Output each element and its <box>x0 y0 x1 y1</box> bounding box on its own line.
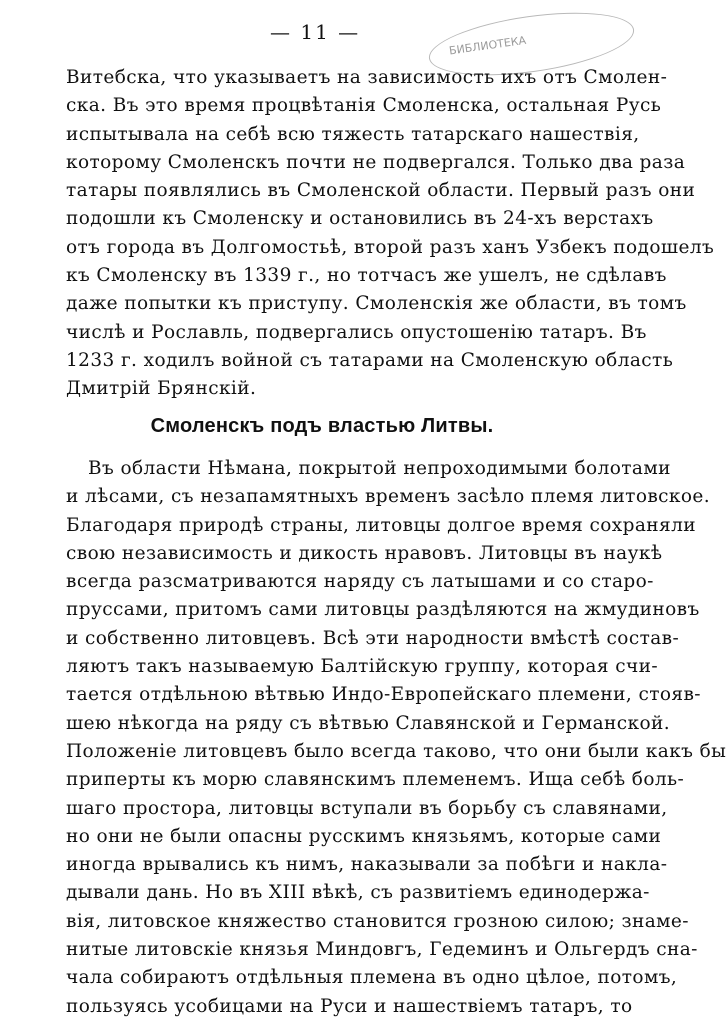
text-line: числѣ и Рославль, подвергались опустошенію татаръ. Въ <box>66 321 647 343</box>
text-line: испытывала на себѣ всю тяжесть татарскаго нашествія, <box>66 123 640 145</box>
text-line: шаго простора, литовцы вступали въ борьбу съ славянами, <box>66 797 668 819</box>
paragraph-lithuania <box>66 455 726 1021</box>
text-line: всегда разсматриваются наряду съ латышами и со старо- <box>66 571 654 593</box>
text-line: и лѣсами, съ незапамятныхъ временъ засѣло племя литовское. <box>66 486 711 508</box>
page-number: — 11 — <box>270 20 361 44</box>
text-line: подошли къ Смоленску и остановились въ 24-хъ верстахъ <box>66 208 654 230</box>
text-line: тается отдѣльною вѣтвью Индо-Европейскаго племени, стояв- <box>66 684 701 706</box>
text-line: но они не были опасны русскимъ князьямъ, которые сами <box>66 825 662 847</box>
paragraph-intro <box>66 64 715 404</box>
text-line: которому Смоленскъ почти не подвергался. Только два раза <box>66 151 686 173</box>
text-line: къ Смоленску въ 1339 г., но тотчасъ же ушелъ, не сдѣлавъ <box>66 265 667 287</box>
text-line: Дмитрій Брянскій. <box>66 378 257 400</box>
page-header <box>0 14 644 58</box>
stamp-text: БИБЛИОТЕКА <box>448 33 527 58</box>
text-line: пользуясь усобицами на Руси и нашествіемъ татаръ, то <box>66 995 633 1017</box>
text-line: Положеніе литовцевъ было всегда таково, что они были какъ бы <box>66 740 726 762</box>
text-line: приперты къ морю славянскимъ племенемъ. Ища себѣ боль- <box>66 769 685 791</box>
text-line: пруссами, притомъ сами литовцы раздѣляются на жмудиновъ <box>66 599 700 621</box>
text-line: 1233 г. ходилъ войной съ татарами на Смоленскую область <box>66 349 674 371</box>
text-line: Благодаря природѣ страны, литовцы долгое время сохраняли <box>66 514 696 536</box>
section-heading: Смоленскъ подъ властью Литвы. <box>150 415 494 437</box>
text-line: чала собираютъ отдѣльныя племена въ одно цѣлое, потомъ, <box>66 967 678 989</box>
text-line: ляютъ такъ называемую Балтійскую группу, которая счи- <box>66 656 658 678</box>
text-line: даже попытки къ приступу. Смоленскія же области, въ томъ <box>66 293 687 315</box>
text-line: вія, литовское княжество становится грозною силою; знаме- <box>66 910 689 932</box>
text-line: ска. Въ это время процвѣтанія Смоленска, остальная Русь <box>66 95 662 117</box>
text-line: шею нѣкогда на ряду съ вѣтвью Славянской и Германской. <box>66 712 671 734</box>
text-line: нитые литовскіе князья Миндовгъ, Гедеминъ и Ольгердъ сна- <box>66 939 698 961</box>
text-line: отъ города въ Долгомостьѣ, второй разъ ханъ Узбекъ подошелъ <box>66 236 715 258</box>
text-line: и собственно литовцевъ. Всѣ эти народности вмѣстѣ состав- <box>66 627 680 649</box>
text-line: татары появлялись въ Смоленской области. Первый разъ они <box>66 180 696 202</box>
text-line: Витебска, что указываетъ на зависимость ихъ отъ Смолен- <box>66 67 668 88</box>
text-line: дывали дань. Но въ XIII вѣкѣ, съ развитіемъ единодержа- <box>66 882 650 904</box>
text-line: Въ области Нѣмана, покрытой непроходимыми болотами <box>88 458 671 479</box>
text-line: иногда врывались къ нимъ, наказывали за побѣги и накла- <box>66 854 668 876</box>
text-line: свою независимость и дикость нравовъ. Литовцы въ наукѣ <box>66 542 663 564</box>
